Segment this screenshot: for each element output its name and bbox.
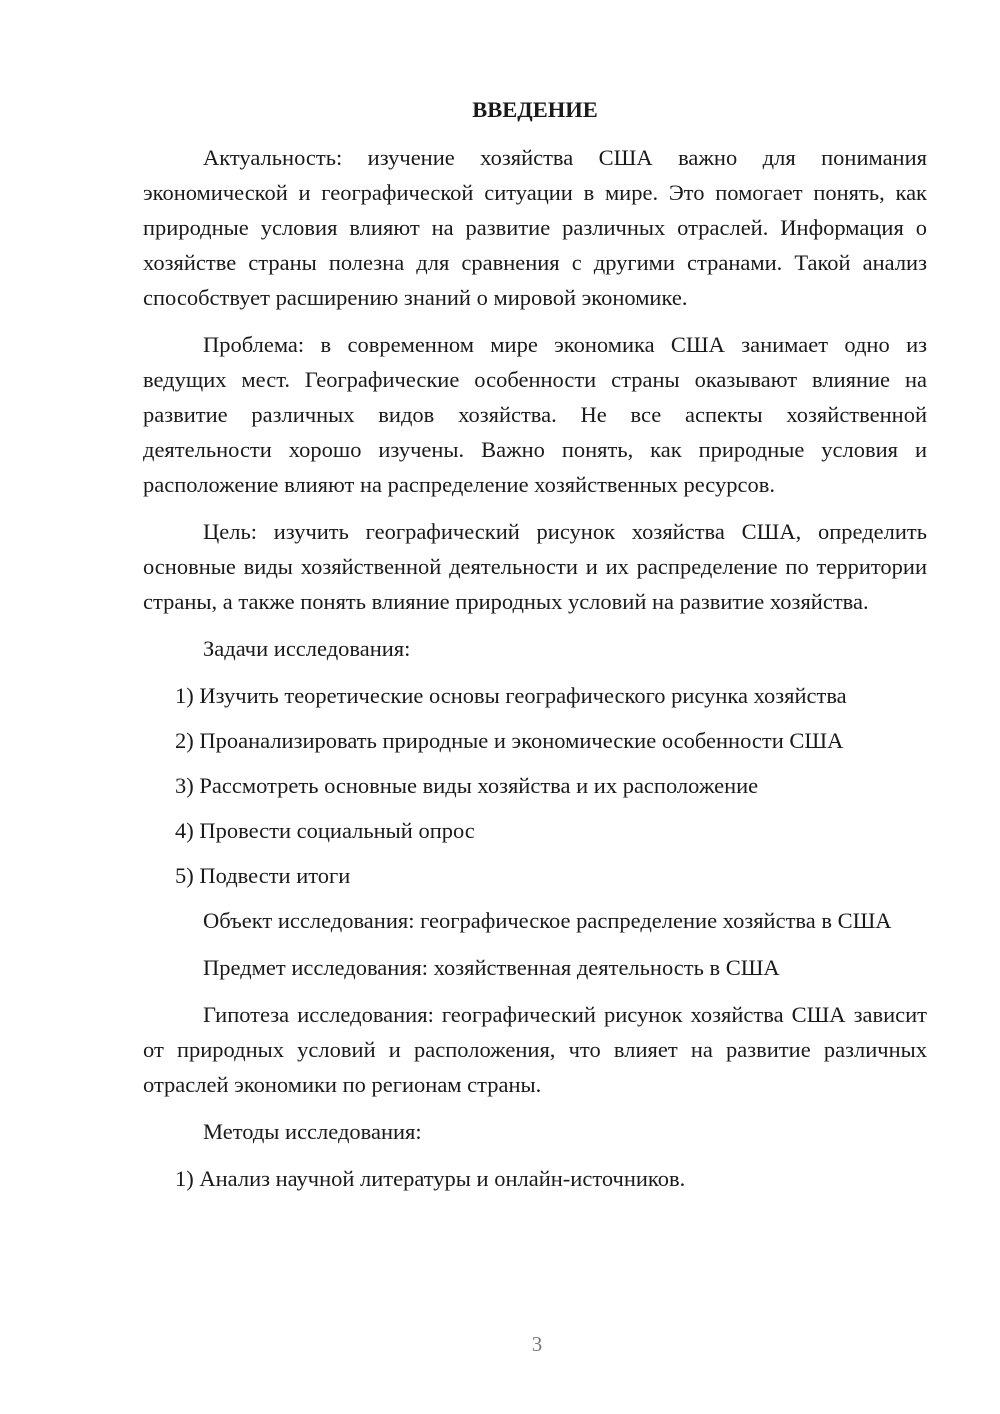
subject-paragraph: Предмет исследования: хозяйственная деятельность в США (203, 955, 780, 980)
task-item: 4) Провести социальный опрос (175, 818, 475, 843)
task-item: 2) Проанализировать природные и экономические особенности США (175, 728, 844, 753)
task-item: 5) Подвести итоги (175, 863, 351, 888)
document-page (143, 92, 927, 1206)
relevance-paragraph: Актуальность: изучение хозяйства США важно для понимания экономической и географической ситуации в мире. Это помогает понять, как природные условия влияют на развитие различных отраслей. Информация о хозяйстве страны полезна для сравнения с другими странами. Такой анализ способствует расширению знаний о мировой экономике. (143, 145, 927, 310)
task-item: 1) Изучить теоретические основы географического рисунка хозяйства (175, 683, 847, 708)
tasks-heading: Задачи исследования: (203, 636, 411, 661)
section-title: ВВЕДЕНИЕ (472, 97, 598, 122)
hypothesis-paragraph: Гипотеза исследования: географический рисунок хозяйства США зависит от природных условий и расположения, что влияет на развитие различных отраслей экономики по регионам страны. (143, 1002, 927, 1097)
methods-heading: Методы исследования: (203, 1119, 422, 1144)
method-item: 1) Анализ научной литературы и онлайн-источников. (175, 1166, 686, 1191)
page-number: 3 (531, 1332, 543, 1356)
goal-paragraph: Цель: изучить географический рисунок хозяйства США, определить основные виды хозяйственной деятельности и их распределение по территории страны, а также понять влияние природных условий на развитие хозяйства. (143, 519, 927, 614)
problem-paragraph: Проблема: в современном мире экономика США занимает одно из ведущих мест. Географические особенности страны оказывают влияние на развитие различных видов хозяйства. Не все аспекты хозяйственной деятельности хорошо изучены. Важно понять, как природные условия и расположение влияют на распределение хозяйственных ресурсов. (143, 332, 927, 497)
task-item: 3) Рассмотреть основные виды хозяйства и их расположение (175, 773, 759, 798)
object-paragraph: Объект исследования: географическое распределение хозяйства в США (203, 908, 892, 933)
